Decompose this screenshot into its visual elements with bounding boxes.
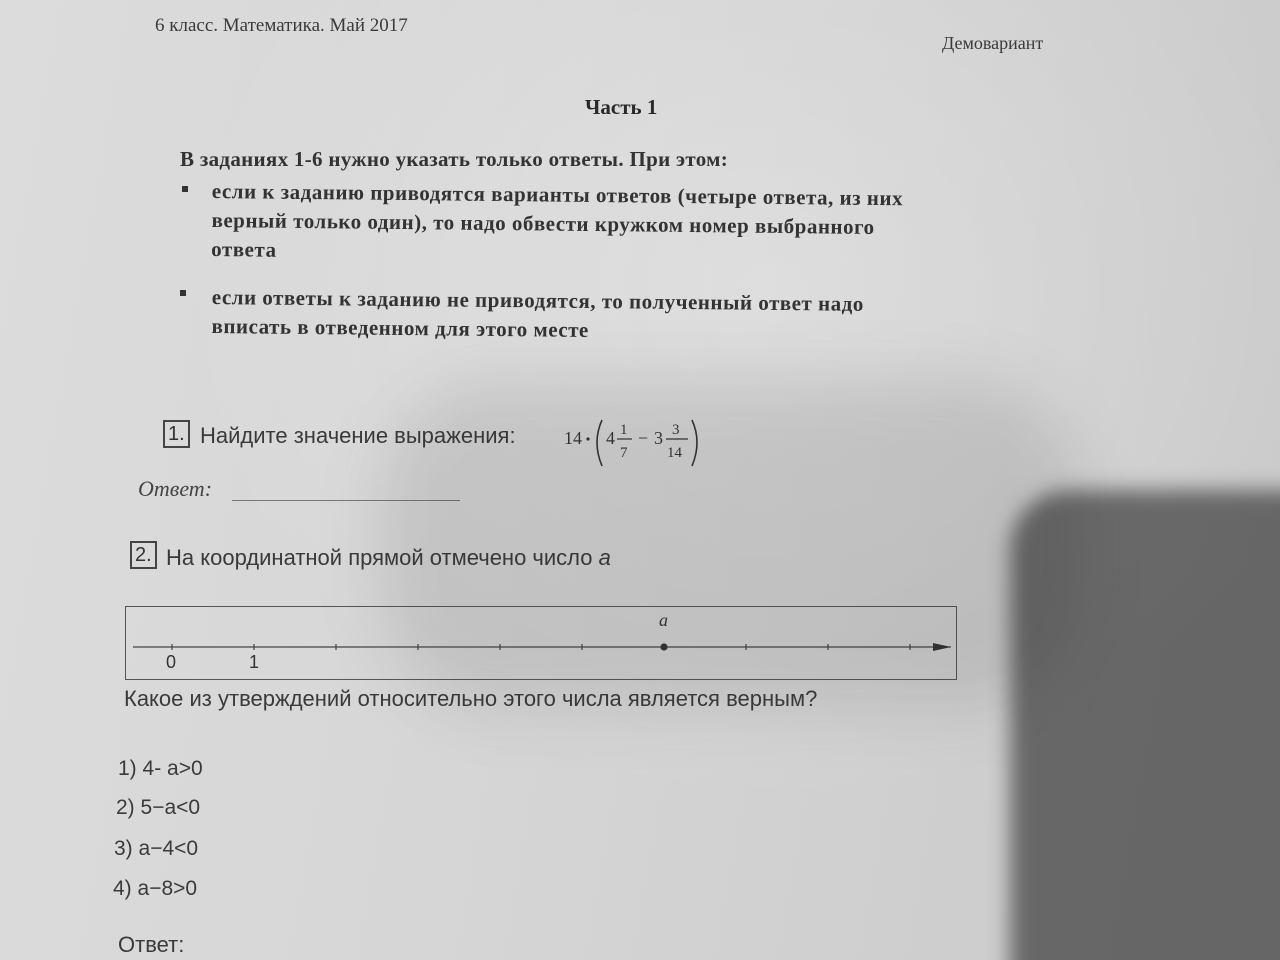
bullet-icon xyxy=(182,186,188,192)
arrow-head-icon xyxy=(933,643,951,651)
header-left: 6 класс. Математика. Май 2017 xyxy=(155,15,408,36)
task-2-answer-label: Ответ: xyxy=(118,932,185,957)
option-4-index: 4) xyxy=(113,877,132,900)
option-1-index: 1) xyxy=(118,757,137,780)
expr-num-1: 1 xyxy=(620,422,628,438)
expr-den-1: 7 xyxy=(620,445,628,461)
tick-label-1: 1 xyxy=(249,652,260,672)
point-a-label: a xyxy=(659,610,668,630)
expr-operator: − xyxy=(638,428,649,448)
expr-den-2: 14 xyxy=(667,445,682,461)
bullet-icon xyxy=(180,290,186,296)
task-2-text-main: На координатной прямой отмечено число xyxy=(166,545,593,570)
right-paren-icon xyxy=(692,420,697,466)
instruction-bullet-2 xyxy=(211,283,864,348)
task-1-answer-field[interactable] xyxy=(232,500,460,501)
instruction-bullet-1-line-3: ответа xyxy=(211,236,277,262)
header-right: Демовариант xyxy=(942,33,1044,53)
instructions-intro: В заданиях 1-6 нужно указать только ответы. При этом: xyxy=(180,147,729,171)
option-2-index: 2) xyxy=(116,796,135,819)
left-paren-icon xyxy=(597,420,602,466)
instruction-bullet-2-line-2: вписать в отведенном для этого месте xyxy=(211,313,589,342)
task-1-expression xyxy=(562,412,722,474)
option-3-index: 3) xyxy=(114,837,133,860)
expr-factor: 14 xyxy=(564,428,582,448)
instruction-bullet-1-line-2: верный только один), то надо обвести кружком номер выбранного xyxy=(211,207,875,239)
option-3-expr: a−4<0 xyxy=(138,837,199,860)
expr-num-2: 3 xyxy=(672,422,680,438)
part-title: Часть 1 xyxy=(585,95,658,119)
task-1-number: 1. xyxy=(163,420,190,448)
option-4[interactable] xyxy=(113,877,197,901)
option-1-expr: 4- a>0 xyxy=(142,757,203,780)
number-line xyxy=(125,606,957,680)
tick-label-0: 0 xyxy=(166,652,177,672)
task-2-number: 2. xyxy=(130,541,157,569)
instruction-bullet-1-line-1: если к заданию приводятся варианты ответов (четыре ответа, из них xyxy=(211,178,904,211)
multiply-dot-icon xyxy=(586,437,589,440)
task-2-question: Какое из утверждений относительно этого числа является верным? xyxy=(124,686,818,711)
task-1-text: Найдите значение выражения: xyxy=(200,423,516,448)
task-2-variable: a xyxy=(598,545,611,570)
task-2-text xyxy=(166,545,611,571)
option-4-expr: a−8>0 xyxy=(137,877,198,900)
photo-shadow xyxy=(1010,490,1280,960)
point-a-marker xyxy=(660,643,667,650)
expr-whole-2: 3 xyxy=(654,428,663,448)
option-2-expr: 5−a<0 xyxy=(140,796,201,819)
option-2[interactable] xyxy=(116,796,200,820)
instruction-bullet-1 xyxy=(211,177,903,271)
instruction-bullet-2-line-1: если ответы к заданию не приводятся, то полученный ответ надо xyxy=(211,284,864,316)
expr-whole-1: 4 xyxy=(606,428,615,448)
task-1-answer-label: Ответ: xyxy=(138,476,213,501)
option-3[interactable] xyxy=(114,837,198,861)
option-1[interactable] xyxy=(118,757,203,781)
